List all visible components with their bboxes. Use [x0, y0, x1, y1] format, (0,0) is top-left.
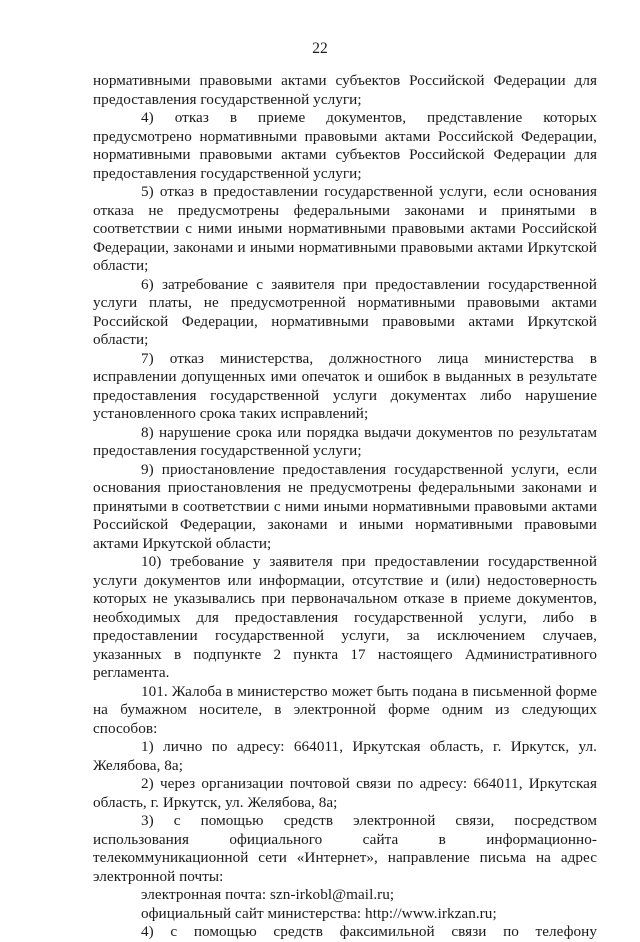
paragraph-clause-101: 101. Жалоба в министерство может быть подана в письменной форме на бумажном носителе, в электронной форме одним из следующих способов:: [93, 682, 597, 737]
document-body: [93, 72, 597, 942]
paragraph-website: официальный сайт министерства: http://www.irkzan.ru;: [141, 904, 497, 922]
paragraph-item-4: 4) отказ в приеме документов, представление которых предусмотрено нормативными правовыми актами Российской Федерации, нормативными правовыми актами субъектов Российской Федерации для предоставления государственной услуги;: [93, 109, 597, 182]
paragraph-email: электронная почта: szn-irkobl@mail.ru;: [141, 886, 395, 903]
paragraph-method-3: 3) с помощью средств электронной связи, посредством использования официального сайта в информационно-телекоммуникационной сети «Интернет», направление письма на адрес электронной почты:: [93, 812, 597, 885]
paragraph-item-9: 9) приостановление предоставления государственной услуги, если основания приостановления не предусмотрены федеральными законами и принятыми в соответствии с ними иными нормативными правовыми актами Российской Федерации, законами и иными нормативными правовыми актами Иркутской области;: [93, 460, 597, 552]
paragraph-item-8: 8) нарушение срока или порядка выдачи документов по результатам предоставления государственной услуги;: [93, 423, 597, 459]
page-number: 22: [312, 40, 328, 57]
paragraph-method-4: 4) с помощью средств факсимильной связи по телефону: [141, 923, 597, 940]
paragraph-item-10: 10) требование у заявителя при предоставлении государственной услуги документов или информации, отсутствие и (или) недостоверность которых не указывались при первоначальном отказе в приеме документов, необходимых для предоставления государственной услуги, либо в предоставлении государственной услуги, за исключением случаев, указанных в подпункте 2 пункта 17 настоящего Административного регламента.: [93, 553, 597, 681]
paragraph-item-6: 6) затребование с заявителя при предоставлении государственной услуги платы, не предусмотренной нормативными правовыми актами Российской Федерации, нормативными правовыми актами Иркутской области;: [93, 275, 597, 348]
paragraph-continued: нормативными правовыми актами субъектов Российской Федерации для предоставления государственной услуги;: [93, 72, 597, 108]
paragraph-item-7: 7) отказ министерства, должностного лица министерства в исправлении допущенных ими опечаток и ошибок в выданных в результате предоставления государственной услуги документах либо нарушение установленного срока таких исправлений;: [93, 349, 597, 422]
paragraph-method-2: 2) через организации почтовой связи по адресу: 664011, Иркутская область, г. Иркутск, ул. Желябова, 8а;: [93, 775, 597, 811]
paragraph-method-1: 1) лично по адресу: 664011, Иркутская область, г. Иркутск, ул. Желябова, 8а;: [93, 738, 597, 774]
paragraph-item-5: 5) отказ в предоставлении государственной услуги, если основания отказа не предусмотрены федеральными законами и принятыми в соответствии с ними иными нормативными правовыми актами Российской Федерации, законами и иными нормативными правовыми актами Иркутской области;: [93, 183, 597, 274]
